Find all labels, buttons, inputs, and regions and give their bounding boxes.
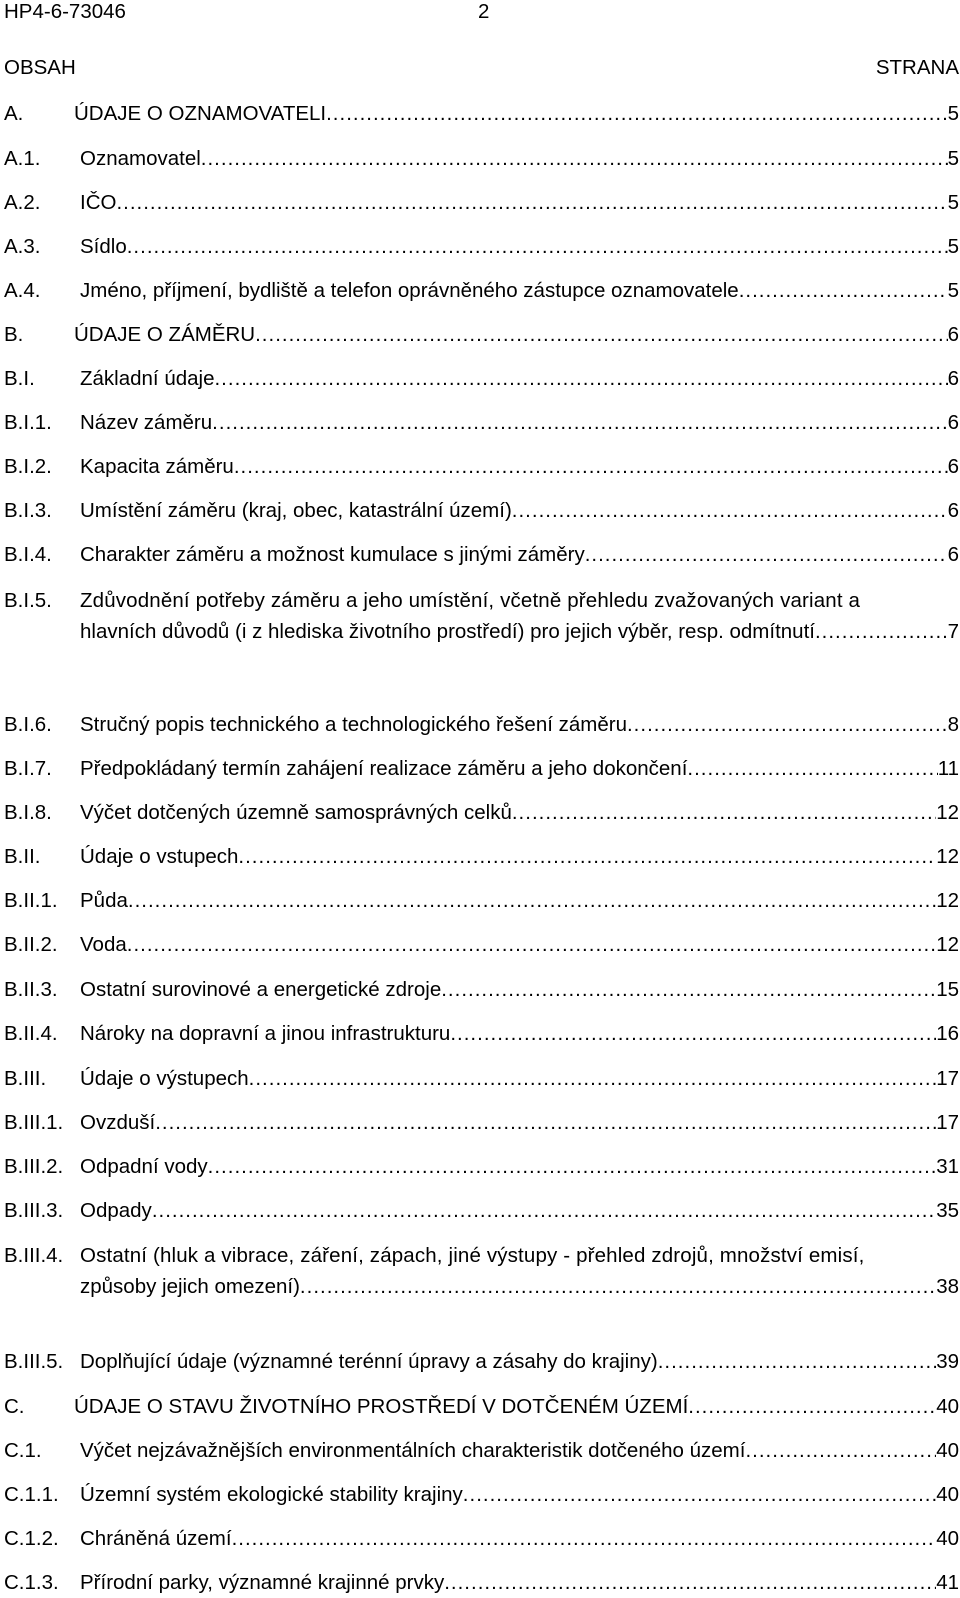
toc-entry-page: 5 bbox=[947, 279, 959, 302]
toc-header bbox=[4, 54, 959, 82]
toc-entry[interactable] bbox=[4, 929, 959, 960]
toc-entry-page: 40 bbox=[936, 1439, 959, 1462]
toc-entry-number: A.4. bbox=[4, 279, 41, 302]
toc-entry-number: B.I.4. bbox=[4, 543, 52, 566]
toc-entry-page: 40 bbox=[936, 1483, 959, 1506]
dot-leader bbox=[627, 709, 948, 740]
dot-leader bbox=[116, 187, 947, 218]
toc-entry-title: Půda bbox=[80, 889, 128, 912]
dot-leader bbox=[201, 143, 948, 174]
toc-entry-title: Ovzduší bbox=[80, 1111, 156, 1134]
toc-entry[interactable] bbox=[4, 885, 959, 916]
toc-entry-page: 6 bbox=[947, 367, 959, 390]
toc-entry-page: 6 bbox=[947, 323, 959, 346]
toc-entry[interactable] bbox=[4, 495, 959, 526]
toc-entry-number: A.3. bbox=[4, 235, 41, 258]
toc-entry[interactable] bbox=[4, 797, 959, 828]
toc-entry[interactable] bbox=[4, 363, 959, 394]
toc-entry-title: Přírodní parky, významné krajinné prvky bbox=[80, 1571, 445, 1594]
toc-entry[interactable] bbox=[4, 1346, 959, 1377]
toc-entry[interactable] bbox=[4, 98, 959, 129]
toc-entry-number: B.I. bbox=[4, 367, 35, 390]
toc-entry-title: Voda bbox=[80, 933, 127, 956]
toc-entry-page: 17 bbox=[936, 1111, 959, 1134]
toc-entry-title: způsoby jejich omezení) bbox=[80, 1275, 300, 1298]
dot-leader bbox=[234, 451, 948, 482]
toc-entry-title: Umístění záměru (kraj, obec, katastrální území) bbox=[80, 499, 512, 522]
table-of-contents bbox=[4, 98, 959, 1598]
dot-leader bbox=[815, 616, 948, 647]
toc-entry-number: B.I.3. bbox=[4, 499, 52, 522]
toc-entry-title: ÚDAJE O STAVU ŽIVOTNÍHO PROSTŘEDÍ V DOTČENÉM ÚZEMÍ bbox=[74, 1395, 689, 1418]
toc-entry-number: A.1. bbox=[4, 147, 41, 170]
toc-entry[interactable] bbox=[4, 275, 959, 306]
toc-entry-title: Jméno, příjmení, bydliště a telefon oprávněného zástupce oznamovatele bbox=[80, 279, 739, 302]
toc-entry-page: 7 bbox=[947, 620, 959, 643]
toc-entry-page: 6 bbox=[947, 499, 959, 522]
dot-leader bbox=[444, 1567, 936, 1598]
toc-entry-number: B.I.5. bbox=[4, 589, 52, 612]
toc-entry-number: B.II.3. bbox=[4, 978, 58, 1001]
toc-entry-number: B.III.3. bbox=[4, 1199, 64, 1222]
toc-entry-page: 40 bbox=[936, 1395, 959, 1418]
toc-entry[interactable] bbox=[4, 187, 959, 218]
toc-title: OBSAH bbox=[4, 56, 76, 79]
toc-entry-page: 16 bbox=[936, 1022, 959, 1045]
toc-entry-title: Výčet nejzávažnějších environmentálních charakteristik dotčeného území bbox=[80, 1439, 746, 1462]
toc-entry-title: Základní údaje bbox=[80, 367, 215, 390]
toc-entry-page: 12 bbox=[936, 801, 959, 824]
toc-entry-page: 5 bbox=[947, 235, 959, 258]
toc-entry[interactable] bbox=[4, 143, 959, 174]
toc-entry-title: Odpadní vody bbox=[80, 1155, 208, 1178]
toc-entry-title: Chráněná území bbox=[80, 1527, 232, 1550]
toc-entry-number: C.1. bbox=[4, 1439, 42, 1462]
toc-entry[interactable] bbox=[4, 1391, 959, 1422]
toc-entry-number: B.III.4. bbox=[4, 1244, 64, 1267]
toc-entry-number: B.I.7. bbox=[4, 757, 52, 780]
toc-entry[interactable] bbox=[4, 1151, 959, 1182]
toc-entry-title: Sídlo bbox=[80, 235, 127, 258]
dot-leader bbox=[212, 407, 947, 438]
toc-entry[interactable] bbox=[4, 974, 959, 1005]
toc-entry-number: B.I.1. bbox=[4, 411, 52, 434]
toc-entry-number: B.II. bbox=[4, 845, 41, 868]
toc-entry-title: Údaje o vstupech bbox=[80, 845, 239, 868]
toc-entry-number: B.I.6. bbox=[4, 713, 52, 736]
dot-leader bbox=[512, 797, 936, 828]
toc-entry[interactable] bbox=[4, 585, 959, 647]
dot-leader bbox=[155, 1107, 936, 1138]
page-header bbox=[4, 0, 960, 28]
dot-leader bbox=[300, 1271, 936, 1302]
toc-entry[interactable] bbox=[4, 451, 959, 482]
toc-entry-number: C.1.2. bbox=[4, 1527, 59, 1550]
toc-entry[interactable] bbox=[4, 1523, 959, 1554]
dot-leader bbox=[441, 974, 936, 1005]
toc-entry[interactable] bbox=[4, 1435, 959, 1466]
dot-leader bbox=[152, 1195, 936, 1226]
toc-entry-number: B.III.1. bbox=[4, 1111, 64, 1134]
toc-entry-title: Předpokládaný termín zahájení realizace záměru a jeho dokončení bbox=[80, 757, 688, 780]
toc-entry-number: B. bbox=[4, 323, 24, 346]
toc-entry-title: Charakter záměru a možnost kumulace s jinými záměry bbox=[80, 543, 585, 566]
dot-leader bbox=[326, 98, 947, 129]
toc-entry[interactable] bbox=[4, 1018, 959, 1049]
toc-entry[interactable] bbox=[4, 1195, 959, 1226]
toc-entry-title: Stručný popis technického a technologického řešení záměru bbox=[80, 713, 627, 736]
toc-entry-title: Nároky na dopravní a jinou infrastrukturu bbox=[80, 1022, 451, 1045]
toc-entry-title: Odpady bbox=[80, 1199, 152, 1222]
toc-entry-page: 17 bbox=[936, 1067, 959, 1090]
toc-entry-title: Kapacita záměru bbox=[80, 455, 234, 478]
dot-leader bbox=[208, 1151, 937, 1182]
toc-entry[interactable] bbox=[4, 1063, 959, 1094]
toc-entry-title: ÚDAJE O ZÁMĚRU bbox=[74, 323, 256, 346]
toc-entry-page: 12 bbox=[936, 889, 959, 912]
dot-leader bbox=[249, 1063, 937, 1094]
dot-leader bbox=[128, 885, 936, 916]
toc-entry-page: 11 bbox=[937, 757, 959, 780]
page-number: 2 bbox=[478, 0, 490, 23]
toc-entry-title: Název záměru bbox=[80, 411, 213, 434]
toc-entry-page: 39 bbox=[936, 1350, 959, 1373]
toc-entry[interactable] bbox=[4, 319, 959, 350]
toc-entry-page: 6 bbox=[947, 455, 959, 478]
toc-entry[interactable] bbox=[4, 407, 959, 438]
dot-leader bbox=[238, 841, 936, 872]
dot-leader bbox=[688, 1391, 936, 1422]
dot-leader bbox=[127, 929, 936, 960]
toc-entry-page: 5 bbox=[947, 191, 959, 214]
toc-entry[interactable] bbox=[4, 709, 959, 740]
dot-leader bbox=[512, 495, 948, 526]
toc-page-column-label: STRANA bbox=[875, 56, 959, 79]
dot-leader bbox=[658, 1346, 936, 1377]
toc-entry-number: B.III. bbox=[4, 1067, 47, 1090]
toc-entry-number: C.1.3. bbox=[4, 1571, 59, 1594]
document-id: HP4-6-73046 bbox=[4, 0, 126, 23]
dot-leader bbox=[232, 1523, 937, 1554]
toc-entry[interactable] bbox=[4, 1479, 959, 1510]
toc-entry[interactable] bbox=[4, 539, 959, 570]
toc-entry-title: Údaje o výstupech bbox=[80, 1067, 249, 1090]
dot-leader bbox=[687, 753, 937, 784]
toc-entry-page: 38 bbox=[936, 1275, 959, 1298]
toc-entry-page: 15 bbox=[936, 978, 959, 1001]
toc-entry-number: A.2. bbox=[4, 191, 41, 214]
toc-entry-title: Územní systém ekologické stability krajiny bbox=[80, 1483, 463, 1506]
toc-entry-number: B.III.5. bbox=[4, 1350, 64, 1373]
dot-leader bbox=[463, 1479, 936, 1510]
toc-entry-page: 6 bbox=[947, 411, 959, 434]
toc-entry-number: C. bbox=[4, 1395, 25, 1418]
toc-entry-title: Ostatní surovinové a energetické zdroje bbox=[80, 978, 442, 1001]
toc-entry-title-line: Ostatní (hluk a vibrace, záření, zápach, jiné výstupy - přehled zdrojů, množství emisí, bbox=[80, 1244, 865, 1267]
toc-entry-page: 12 bbox=[936, 933, 959, 956]
toc-entry-page: 12 bbox=[936, 845, 959, 868]
toc-entry[interactable] bbox=[4, 1107, 959, 1138]
toc-entry-page: 40 bbox=[936, 1527, 959, 1550]
toc-entry-page: 5 bbox=[947, 102, 959, 125]
toc-entry-page: 35 bbox=[936, 1199, 959, 1222]
dot-leader bbox=[585, 539, 948, 570]
toc-entry[interactable] bbox=[4, 1567, 959, 1598]
toc-entry-number: B.I.2. bbox=[4, 455, 52, 478]
toc-entry-page: 31 bbox=[936, 1155, 959, 1178]
dot-leader bbox=[127, 231, 948, 262]
toc-entry[interactable] bbox=[4, 841, 959, 872]
toc-entry-number: B.II.4. bbox=[4, 1022, 58, 1045]
toc-entry-title: IČO bbox=[80, 191, 117, 214]
toc-entry[interactable] bbox=[4, 231, 959, 262]
toc-entry-number: C.1.1. bbox=[4, 1483, 59, 1506]
dot-leader bbox=[450, 1018, 936, 1049]
toc-entry-page: 5 bbox=[947, 147, 959, 170]
dot-leader bbox=[745, 1435, 936, 1466]
toc-entry-title: ÚDAJE O OZNAMOVATELI bbox=[74, 102, 327, 125]
toc-entry-number: B.II.1. bbox=[4, 889, 58, 912]
toc-entry-title: Výčet dotčených územně samosprávných celků bbox=[80, 801, 512, 824]
toc-entry-page: 41 bbox=[936, 1571, 959, 1594]
toc-entry[interactable] bbox=[4, 753, 959, 784]
toc-entry-number: B.II.2. bbox=[4, 933, 58, 956]
toc-entry-title: hlavních důvodů (i z hlediska životního prostředí) pro jejich výběr, resp. odmítnutí bbox=[80, 620, 815, 643]
toc-entry-number: A. bbox=[4, 102, 24, 125]
toc-entry-page: 8 bbox=[947, 713, 959, 736]
toc-entry[interactable] bbox=[4, 1240, 959, 1302]
dot-leader bbox=[214, 363, 947, 394]
toc-entry-title: Oznamovatel bbox=[80, 147, 201, 170]
toc-entry-page: 6 bbox=[947, 543, 959, 566]
dot-leader bbox=[255, 319, 947, 350]
dot-leader bbox=[739, 275, 948, 306]
toc-entry-title: Doplňující údaje (významné terénní úpravy a zásahy do krajiny) bbox=[80, 1350, 658, 1373]
toc-entry-title-line: Zdůvodnění potřeby záměru a jeho umístění, včetně přehledu zvažovaných variant a bbox=[80, 589, 861, 612]
toc-entry-number: B.III.2. bbox=[4, 1155, 64, 1178]
toc-entry-number: B.I.8. bbox=[4, 801, 52, 824]
